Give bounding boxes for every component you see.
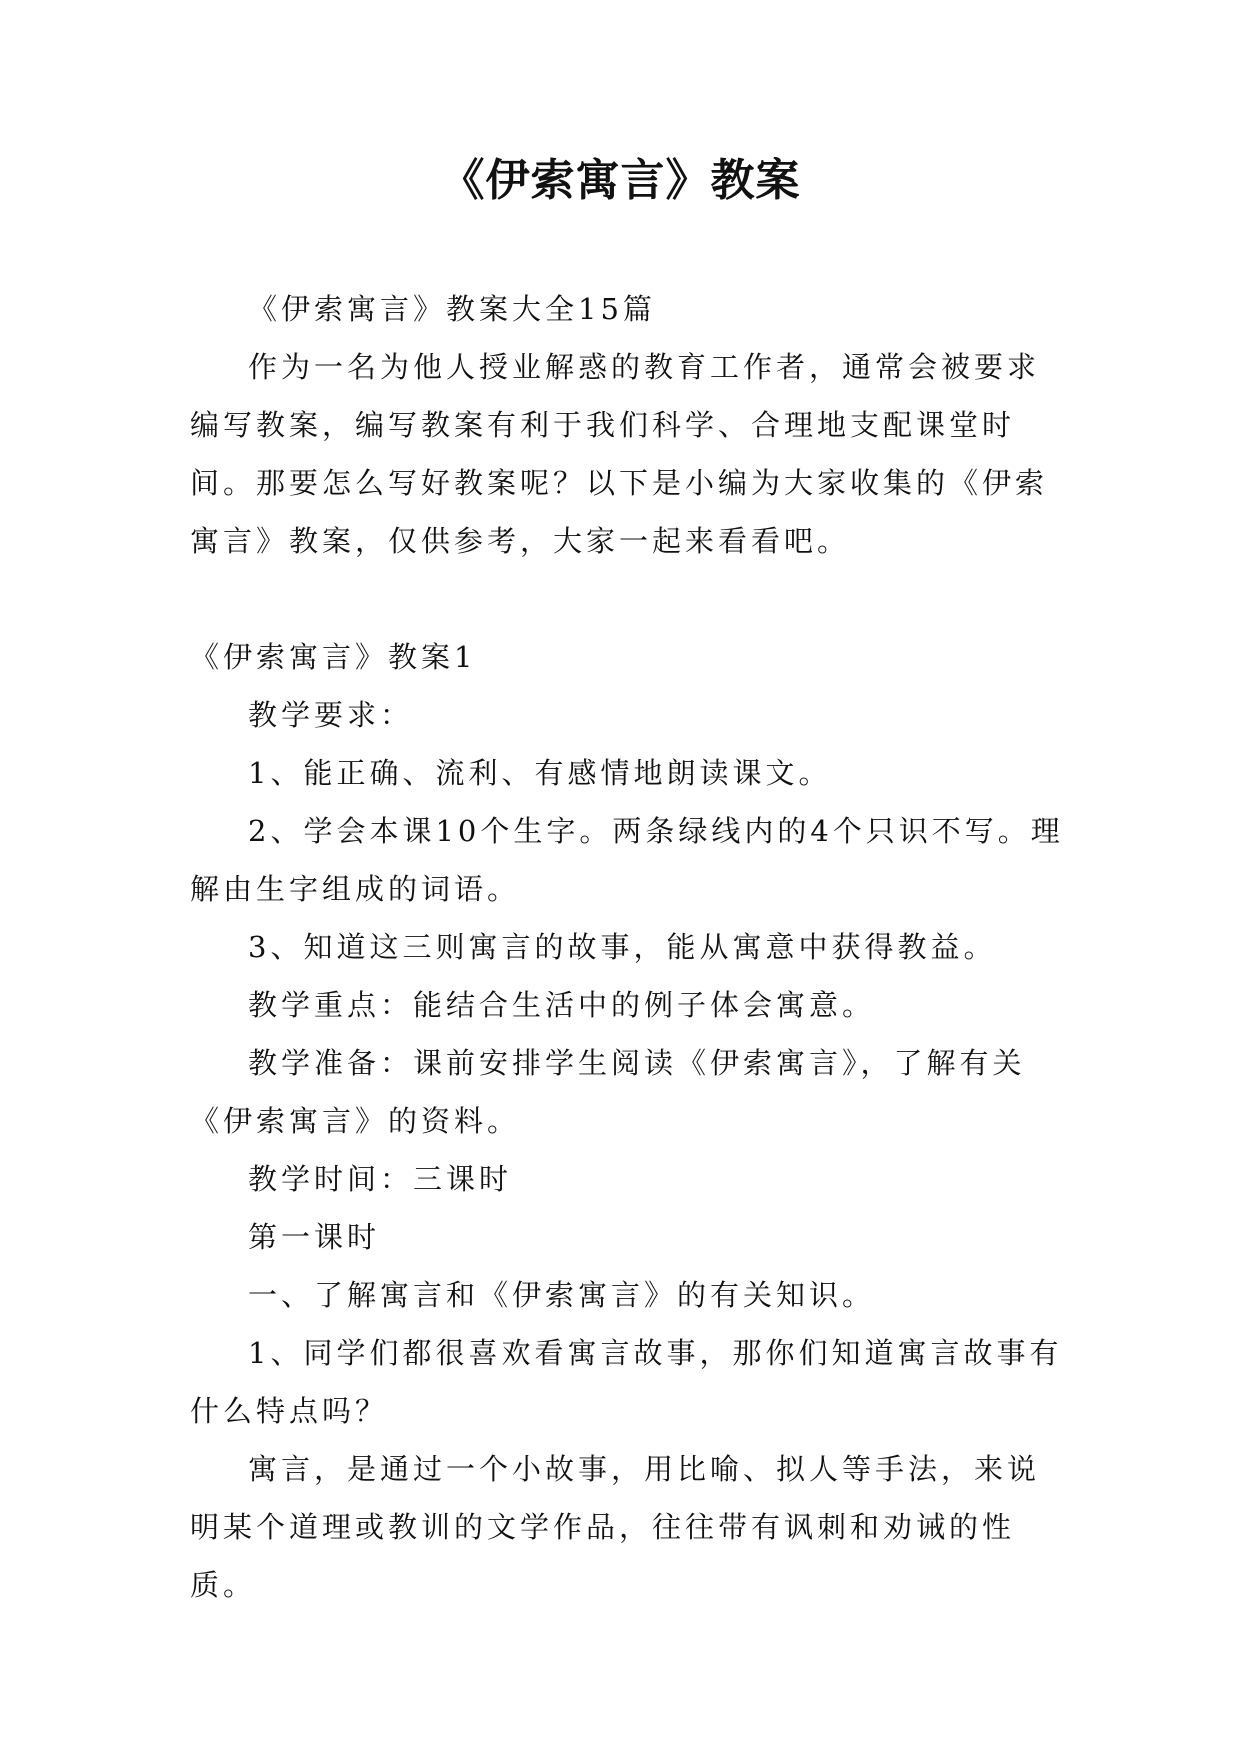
teaching-time: 教学时间：三课时 <box>248 1162 513 1196</box>
document-body <box>190 280 1070 1614</box>
document-title: 《伊索寓言》教案 <box>440 155 801 206</box>
teaching-focus: 教学重点：能结合生活中的例子体会寓意。 <box>248 988 876 1022</box>
requirement-item-1: 1、能正确、流利、有感情地朗读课文。 <box>248 756 832 790</box>
requirement-item-2: 2、学会本课10个生字。两条绿线内的4个只识不写。理解由生字组成的词语。 <box>190 814 1064 906</box>
section-heading: 《伊索寓言》教案1 <box>190 640 477 674</box>
lesson-heading: 第一课时 <box>248 1220 381 1254</box>
lesson-question: 1、同学们都很喜欢看寓言故事，那你们知道寓言故事有什么特点吗？ <box>190 1336 1063 1428</box>
teaching-requirements-heading: 教学要求： <box>248 698 414 732</box>
intro-paragraph: 作为一名为他人授业解惑的教育工作者，通常会被要求编写教案，编写教案有利于我们科学、合理地支配课堂时间。那要怎么写好教案呢？以下是小编为大家收集的《伊索寓言》教案，仅供参考，大家一起来看看吧。 <box>190 350 1049 558</box>
paragraph-spacer <box>190 570 1070 628</box>
teaching-preparation: 教学准备：课前安排学生阅读《伊索寓言》，了解有关《伊索寓言》的资料。 <box>190 1046 1026 1138</box>
requirement-item-3: 3、知道这三则寓言的故事，能从寓意中获得教益。 <box>248 930 997 964</box>
subtitle-paragraph: 《伊索寓言》教案大全15篇 <box>248 292 656 326</box>
lesson-step-1: 一、了解寓言和《伊索寓言》的有关知识。 <box>248 1278 876 1312</box>
fable-definition: 寓言，是通过一个小故事，用比喻、拟人等手法，来说明某个道理或教训的文学作品，往往带有讽刺和劝诫的性质。 <box>190 1452 1041 1602</box>
